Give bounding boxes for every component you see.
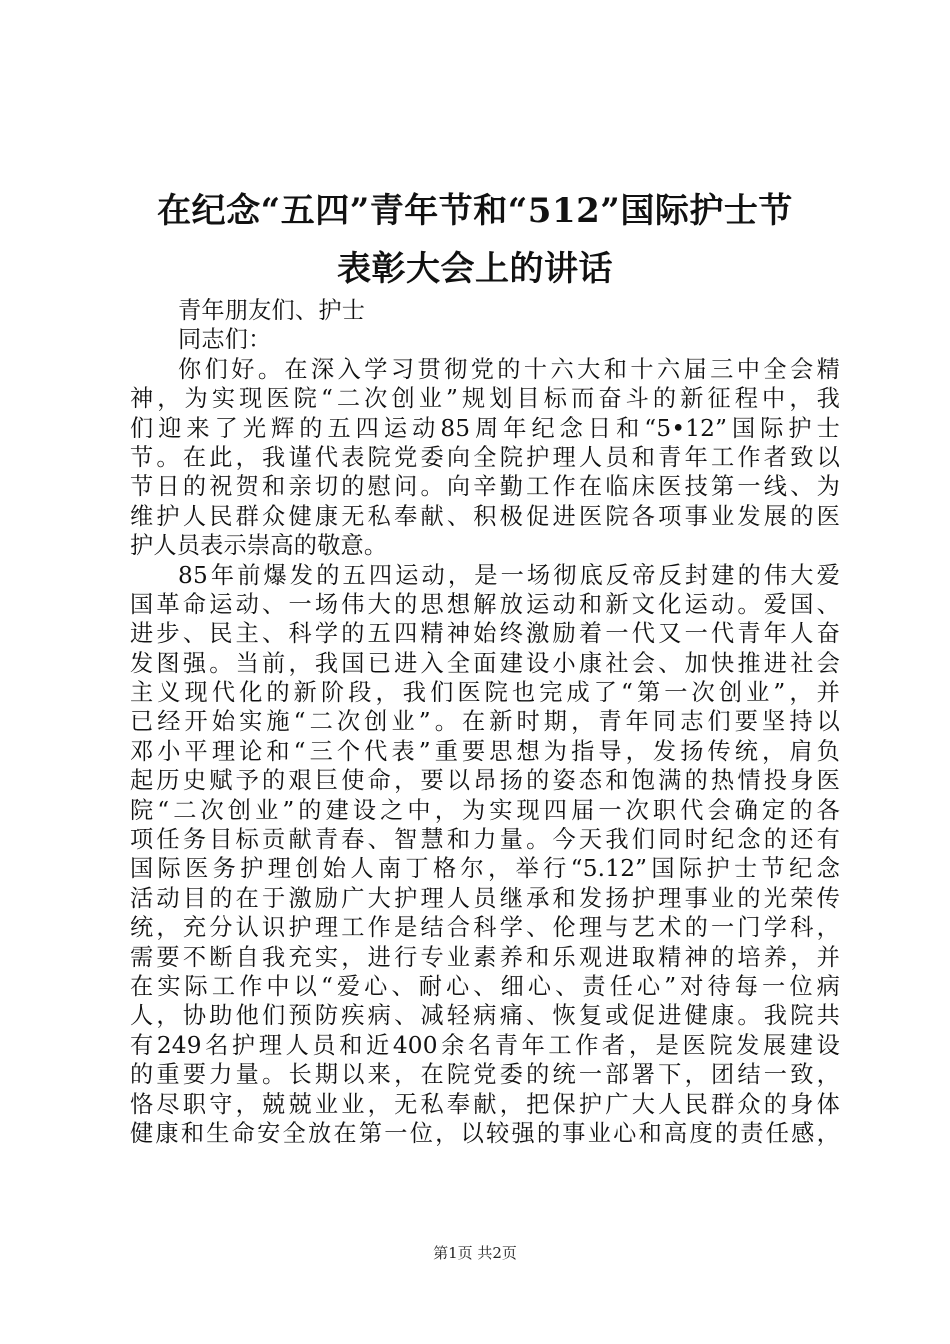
paragraph-line: 已经开始实施“二次创业”。在新时期，青年同志们要坚持以: [130, 708, 840, 736]
paragraph-line: 邓小平理论和“三个代表”重要思想为指导，发扬传统，肩负: [130, 737, 840, 765]
paragraph-1: [130, 355, 840, 561]
paragraph-line: 们迎来了光辉的五四运动85周年纪念日和“5•12”国际护士: [130, 414, 840, 442]
paragraph-line: 节日的祝贺和亲切的慰问。向辛勤工作在临床医技第一线、为: [130, 473, 840, 501]
paragraph-line: 进步、民主、科学的五四精神始终激励着一代又一代青年人奋: [130, 620, 840, 648]
title-line-2: 表彰大会上的讲话: [337, 249, 613, 289]
paragraph-line: 你们好。在深入学习贯彻党的十六大和十六届三中全会精: [178, 355, 840, 383]
paragraph-line: 人，协助他们预防疾病、减轻病痛、恢复或促进健康。我院共: [130, 1002, 840, 1030]
paragraph-line: 恪尽职守，兢兢业业，无私奉献，把保护广大人民群众的身体: [130, 1090, 840, 1118]
document-title: [100, 182, 850, 298]
paragraph-line: 院“二次创业”的建设之中，为实现四届一次职代会确定的各: [130, 796, 840, 824]
paragraph-line: 项任务目标贡献青春、智慧和力量。今天我们同时纪念的还有: [130, 826, 840, 854]
paragraph-line: 起历史赋予的艰巨使命，要以昂扬的姿态和饱满的热情投身医: [130, 767, 840, 795]
paragraph-line: 的重要力量。长期以来，在院党委的统一部署下，团结一致，: [130, 1061, 840, 1089]
paragraph-line: 发图强。当前，我国已进入全面建设小康社会、加快推进社会: [130, 649, 840, 677]
paragraph-line: 国革命运动、一场伟大的思想解放运动和新文化运动。爱国、: [130, 590, 840, 618]
paragraph-2: [130, 561, 840, 1149]
paragraph-line: 有249名护理人员和近400余名青年工作者，是医院发展建设: [130, 1031, 840, 1059]
title-line-1: 在纪念“五四”青年节和“512”国际护士节: [157, 191, 793, 231]
paragraph-line: 国际医务护理创始人南丁格尔，举行“5.12”国际护士节纪念: [130, 855, 840, 883]
paragraph-line: 85年前爆发的五四运动，是一场彻底反帝反封建的伟大爱: [178, 561, 840, 589]
paragraph-line: 健康和生命安全放在第一位，以较强的事业心和高度的责任感，: [130, 1119, 840, 1147]
paragraph-line: 维护人民群众健康无私奉献、积极促进医院各项事业发展的医: [130, 502, 840, 530]
paragraph-line: 活动目的在于激励广大护理人员继承和发扬护理事业的光荣传: [130, 884, 840, 912]
salutation-line-1: 青年朋友们、护士: [178, 297, 366, 324]
paragraph-line: 主义现代化的新阶段，我们医院也完成了“第一次创业”，并: [130, 679, 840, 707]
paragraph-line: 在实际工作中以“爱心、耐心、细心、责任心”对待每一位病: [130, 972, 840, 1000]
paragraph-line: 节。在此，我谨代表院党委向全院护理人员和青年工作者致以: [130, 443, 840, 471]
paragraph-line: 统，充分认识护理工作是结合科学、伦理与艺术的一门学科，: [130, 914, 840, 942]
paragraph-line: 需要不断自我充实，进行专业素养和乐观进取精神的培养，并: [130, 943, 840, 971]
document-body: [130, 296, 840, 1148]
salutation-line-2: 同志们：: [178, 326, 272, 354]
paragraph-line: 护人员表示崇高的敬意。: [130, 532, 388, 560]
paragraph-line: 神，为实现医院“二次创业”规划目标而奋斗的新征程中，我: [130, 385, 840, 413]
page-footer: 第1页 共2页: [433, 1244, 517, 1262]
